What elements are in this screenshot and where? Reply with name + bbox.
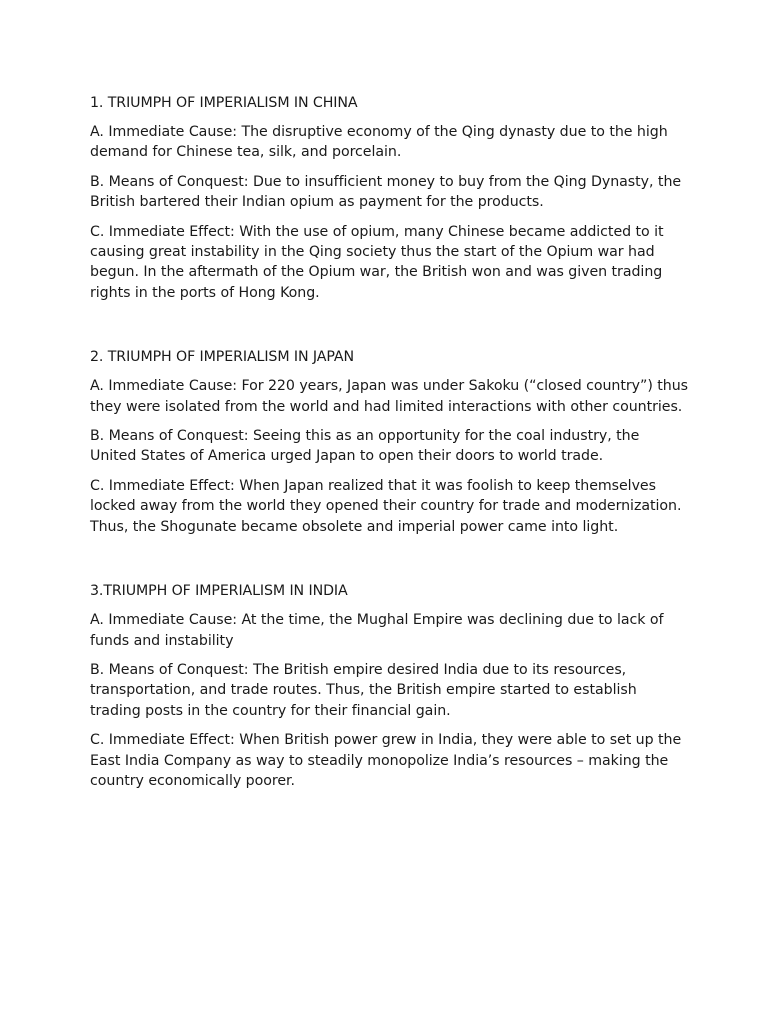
paragraph-means-of-conquest: B. Means of Conquest: The British empire desired India due to its resources, transportation, and trade routes. Thus, the British empire started to establish trading posts in the country for their financial gain. [90,661,637,719]
section-title: 1. TRIUMPH OF IMPERIALISM IN CHINA [90,95,358,111]
document-body [90,93,690,835]
paragraph-immediate-effect: C. Immediate Effect: When British power grew in India, they were able to set up the East India Company as way to steadily monopolize India’s resources – making the country economically poorer. [90,732,682,789]
paragraph-immediate-effect: C. Immediate Effect: When Japan realized that it was foolish to keep themselves locked away from the world they opened their country for trade and modernization. Thus, the Shogunate became obsolete and imperial power came into light. [90,477,682,535]
paragraph-immediate-effect: C. Immediate Effect: With the use of opium, many Chinese became addicted to it causing great instability in the Qing society thus the start of the Opium war had begun. In the aftermath of the Opium war, the British won and was given trading rights in the ports of Hong Kong. [90,223,664,301]
section-japan [90,347,690,537]
section-india [90,581,690,791]
section-title: 3.TRIUMPH OF IMPERIALISM IN INDIA [90,583,348,600]
paragraph-means-of-conquest: B. Means of Conquest: Seeing this as an opportunity for the coal industry, the United States of America urged Japan to open their doors to world trade. [90,428,640,465]
paragraph-means-of-conquest: B. Means of Conquest: Due to insufficient money to buy from the Qing Dynasty, the British bartered their Indian opium as payment for the products. [90,173,682,211]
paragraph-immediate-cause: A. Immediate Cause: At the time, the Mughal Empire was declining due to lack of funds and instability [90,612,664,649]
section-china [90,93,690,303]
paragraph-immediate-cause: A. Immediate Cause: For 220 years, Japan was under Sakoku (“closed country”) thus they were isolated from the world and had limited interactions with other countries. [90,378,688,415]
paragraph-immediate-cause: A. Immediate Cause: The disruptive economy of the Qing dynasty due to the high demand for Chinese tea, silk, and porcelain. [90,124,668,161]
section-title: 2. TRIUMPH OF IMPERIALISM IN JAPAN [90,349,355,366]
